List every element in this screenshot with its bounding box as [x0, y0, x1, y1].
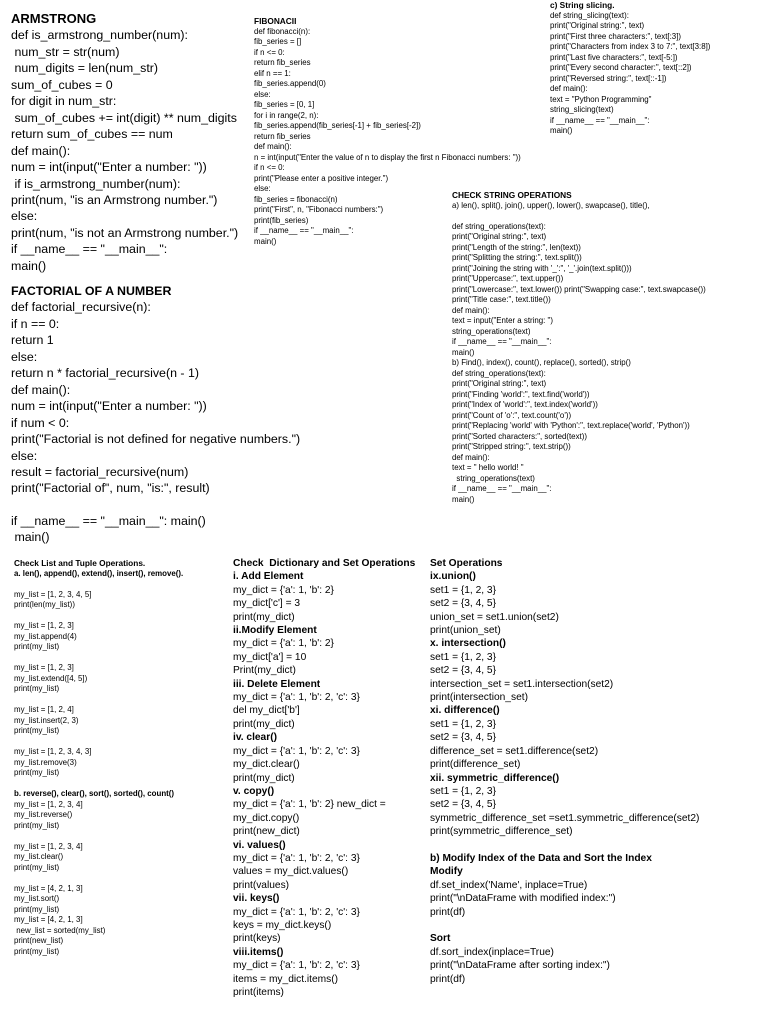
code-line: print(my_list) [14, 726, 60, 735]
code-line: my_list = [1, 2, 3, 4, 3] [14, 747, 92, 756]
dict-set-section [233, 557, 415, 999]
code-line: my_dict['a'] = 10 [233, 651, 307, 663]
code-line: def string_slicing(text): [550, 10, 629, 20]
code-line: def string_operations(text): [452, 221, 546, 231]
code-line: intersection_set = set1.intersection(set2) [430, 678, 614, 690]
code-line: print(len(my_list)) [14, 600, 75, 609]
code-line: print("Splitting the string:", text.split()) [452, 253, 582, 262]
blank-line [430, 919, 699, 932]
code-line: print(my_list) [14, 642, 60, 651]
code-line: def is_armstrong_number(num): [11, 28, 188, 43]
code-line: fib_series = fibonacci(n) [254, 194, 338, 204]
code-line: my_dict = {'a': 1, 'b': 2, 'c': 3} [233, 852, 360, 864]
code-line: print("Index of 'world':", text.index('world')) [452, 400, 598, 409]
code-line: main() [452, 494, 475, 504]
blank-line [14, 779, 183, 790]
code-line: print("Stripped string:", text.strip()) [452, 442, 571, 451]
blank-line [14, 737, 183, 748]
subsection-heading: vii. keys() [233, 893, 280, 905]
code-line: set1 = {1, 2, 3} [430, 785, 496, 797]
code-line: main() [452, 347, 475, 357]
code-line: new_list = sorted(my_list) [14, 925, 106, 935]
subsection-heading: viii.items() [233, 946, 284, 958]
code-line: my_dict.clear() [233, 759, 300, 771]
code-line: fib_series.append(0) [254, 79, 326, 88]
armstrong-title: ARMSTRONG [11, 11, 97, 26]
code-line: if n <= 0: [254, 47, 285, 57]
code-line: print(difference_set) [430, 759, 521, 771]
code-line: if n == 0: [11, 316, 60, 331]
code-line: my_list.reverse() [14, 810, 73, 819]
code-line: my_list = [1, 2, 3, 4] [14, 841, 83, 851]
code-line: fib_series = [] [254, 37, 302, 46]
code-line: else: [11, 349, 38, 364]
code-line: text = input("Enter a string: ") [452, 316, 553, 325]
code-line: set2 = {3, 4, 5} [430, 665, 496, 677]
code-line: my_dict = {'a': 1, 'b': 2, 'c': 3} [233, 692, 360, 704]
code-line: print(my_list) [14, 904, 60, 914]
code-line: my_list.sort() [14, 894, 60, 903]
code-line: print(df) [430, 973, 466, 985]
code-line: symmetric_difference_set =set1.symmetric_difference(set2) [430, 812, 700, 824]
code-line: if n <= 0: [254, 163, 285, 172]
code-line: num = int(input("Enter a number: ")) [11, 160, 207, 175]
code-line: print("Original string:", text) [550, 21, 645, 30]
code-line: print("Factorial of", num, "is:", result) [11, 481, 210, 496]
code-line: my_list.clear() [14, 852, 64, 861]
code-line: def main(): [452, 452, 490, 462]
code-line: if __name__ == "__main__": [550, 115, 650, 125]
code-line: my_list.insert(2, 3) [14, 715, 79, 725]
list-tuple-section [14, 558, 183, 957]
code-line: my_list = [1, 2, 3] [14, 663, 74, 672]
code-line: print("\nDataFrame with modified index:") [430, 893, 616, 905]
code-line: print(my_list) [14, 946, 60, 956]
subsection-heading: ii.Modify Element [233, 625, 317, 637]
code-line: print(intersection_set) [430, 692, 528, 704]
code-line: print("Joining the string with '_':", '_'.join(text.split())) [452, 263, 632, 273]
code-line: fib_series.append(fib_series[-1] + fib_series[-2]) [254, 121, 421, 130]
code-line: print(symmetric_difference_set) [430, 826, 573, 838]
code-line: set1 = {1, 2, 3} [430, 651, 496, 663]
code-line: print(my_dict) [233, 611, 295, 623]
code-line: print("Original string:", text) [452, 232, 547, 241]
code-line: print("Characters from index 3 to 7:", text[3:8]) [550, 42, 711, 51]
code-line: else: [11, 209, 38, 224]
blank-line [14, 831, 183, 842]
subsection-heading: b) Modify Index of the Data and Sort the Index [430, 852, 652, 864]
code-line: if is_armstrong_number(num): [11, 176, 181, 191]
blank-line [11, 497, 300, 513]
code-line: if __name__ == "__main__": [452, 337, 552, 346]
code-line: my_list.extend([4, 5]) [14, 673, 88, 683]
code-line: my_list.append(4) [14, 631, 77, 641]
code-line: else: [254, 89, 271, 99]
code-line: print(num, "is an Armstrong number.") [11, 192, 218, 207]
code-line: num_digits = len(num_str) [11, 61, 159, 76]
code-line: print(new_dict) [233, 826, 300, 838]
code-line: def main(): [254, 142, 292, 151]
code-line: keys = my_dict.keys() [233, 919, 332, 931]
code-line: b) Find(), index(), count(), replace(), sorted(), strip() [452, 358, 631, 367]
code-line: if __name__ == "__main__": [11, 242, 168, 257]
code-line: sum_of_cubes += int(digit) ** num_digits [11, 110, 237, 125]
code-line: print(my_list) [14, 768, 60, 777]
code-line: def main(): [11, 382, 71, 397]
blank-line [452, 211, 706, 222]
code-line: else: [11, 448, 38, 463]
subsection-heading: vi. values() [233, 839, 286, 851]
code-line: main() [254, 236, 277, 246]
code-line: def main(): [452, 305, 490, 315]
fibonacci-title: FIBONACII [254, 16, 297, 26]
blank-line [14, 653, 183, 664]
code-line: my_dict = {'a': 1, 'b': 2} new_dict = [233, 799, 386, 811]
code-line: def main(): [550, 84, 588, 93]
subsection-heading: b. reverse(), clear(), sort(), sorted(), count() [14, 789, 175, 798]
code-line: string_operations(text) [452, 473, 535, 483]
code-line: df.set_index('Name', inplace=True) [430, 879, 588, 891]
code-line: return n * factorial_recursive(n - 1) [11, 366, 199, 381]
armstrong-section [11, 11, 238, 274]
code-line: my_list = [4, 2, 1, 3] [14, 915, 83, 924]
code-line: values = my_dict.values() [233, 866, 349, 878]
subsection-heading: a. len(), append(), extend(), insert(), remove(). [14, 568, 184, 578]
string-slicing-title: c) String slicing. [550, 0, 615, 10]
code-line: print("Factorial is not defined for negative numbers.") [11, 432, 301, 447]
code-line: else: [254, 184, 271, 193]
code-line: my_dict = {'a': 1, 'b': 2} [233, 584, 334, 596]
code-line: print(my_list) [14, 684, 60, 693]
code-line: print(union_set) [430, 625, 501, 637]
code-line: main() [550, 126, 573, 135]
code-line: print(df) [430, 906, 466, 918]
code-line: main() [11, 258, 47, 273]
code-line: print("Finding 'world':", text.find('world')) [452, 389, 590, 399]
code-line: my_dict = {'a': 1, 'b': 2} [233, 638, 334, 650]
code-line: if num < 0: [11, 415, 70, 430]
set-operations-title: Set Operations [430, 558, 503, 569]
dict-set-title: Check Dictionary and Set Operations [233, 558, 416, 569]
code-line: my_dict['c'] = 3 [233, 598, 301, 610]
blank-line [14, 579, 183, 590]
code-line: print(my_list) [14, 862, 60, 872]
code-line: difference_set = set1.difference(set2) [430, 745, 599, 757]
code-line: if __name__ == "__main__": [254, 226, 354, 235]
subsection-heading: iii. Delete Element [233, 678, 321, 690]
blank-line [430, 839, 699, 852]
subsection-heading: i. Add Element [233, 571, 304, 583]
code-line: n = int(input("Enter the value of n to display the first n Fibonacci numbers: ")) [254, 152, 521, 162]
code-line: num = int(input("Enter a number: ")) [11, 399, 207, 414]
subsection-heading: v. copy() [233, 785, 275, 797]
code-line: my_list = [1, 2, 4] [14, 705, 74, 714]
code-line: a) len(), split(), join(), upper(), lower(), swapcase(), title(), [452, 200, 650, 210]
set-operations-section [430, 557, 699, 986]
code-line: Print(my_dict) [233, 665, 296, 677]
blank-line [14, 611, 183, 622]
code-line: set1 = {1, 2, 3} [430, 718, 496, 730]
code-line: print("First", n, "Fibonacci numbers:") [254, 205, 384, 214]
code-line: string_operations(text) [452, 326, 531, 336]
code-line: return fib_series [254, 58, 311, 67]
code-line: my_dict = {'a': 1, 'b': 2, 'c': 3} [233, 745, 360, 757]
code-line: my_list.remove(3) [14, 757, 77, 767]
code-line: print("Replacing 'world' with 'Python':", text.replace('world', 'Python')) [452, 421, 690, 430]
code-line: print(my_dict) [233, 718, 295, 730]
code-line: main() [11, 530, 50, 545]
subsection-heading: xi. difference() [430, 705, 500, 717]
code-line: my_list = [1, 2, 3, 4, 5] [14, 589, 92, 599]
code-line: if __name__ == "__main__": main() [11, 513, 206, 528]
code-line: fib_series = [0, 1] [254, 100, 315, 109]
code-line: print(fib_series) [254, 215, 309, 225]
subsection-heading: Modify [430, 866, 463, 878]
code-line: set2 = {3, 4, 5} [430, 732, 496, 744]
code-line: print("Reversed string:", text[::-1]) [550, 73, 667, 83]
subsection-heading: x. intersection() [430, 638, 506, 650]
code-line: df.sort_index(inplace=True) [430, 946, 554, 958]
code-line: return fib_series [254, 131, 311, 141]
code-line: print("Title case:", text.title()) [452, 295, 551, 304]
code-line: my_list = [1, 2, 3] [14, 621, 74, 630]
code-line: result = factorial_recursive(num) [11, 464, 189, 479]
code-line: del my_dict['b'] [233, 705, 300, 717]
code-line: set2 = {3, 4, 5} [430, 799, 496, 811]
code-line: my_dict.copy() [233, 812, 300, 824]
code-line: sum_of_cubes = 0 [11, 77, 113, 92]
code-line: def string_operations(text): [452, 368, 546, 378]
code-line: print("Uppercase:", text.upper()) [452, 274, 564, 283]
code-line: string_slicing(text) [550, 105, 614, 114]
string-operations-section [452, 190, 706, 505]
code-line: print("Sorted characters:", sorted(text)) [452, 431, 587, 441]
subsection-heading: xii. symmetric_difference() [430, 772, 560, 784]
code-line: my_dict = {'a': 1, 'b': 2, 'c': 3} [233, 906, 360, 918]
code-line: num_str = str(num) [11, 44, 120, 59]
code-line: print(items) [233, 987, 284, 998]
code-line: def main(): [11, 143, 71, 158]
code-line: text = " hello world! " [452, 463, 524, 472]
code-line: print("Please enter a positive integer.") [254, 173, 389, 183]
blank-line [14, 695, 183, 706]
code-line: for i in range(2, n): [254, 110, 319, 120]
string-operations-title: CHECK STRING OPERATIONS [452, 190, 572, 200]
code-line: return sum_of_cubes == num [11, 127, 173, 142]
code-line: print(my_dict) [233, 772, 295, 784]
code-line: print(keys) [233, 933, 281, 945]
factorial-title: FACTORIAL OF A NUMBER [11, 284, 172, 298]
code-line: my_list = [4, 2, 1, 3] [14, 883, 83, 893]
code-line: print(values) [233, 879, 290, 891]
code-line: text = "Python Programming" [550, 94, 652, 104]
code-line: print(my_list) [14, 820, 60, 830]
code-line: set2 = {3, 4, 5} [430, 598, 496, 610]
code-line: print("Original string:", text) [452, 379, 547, 388]
code-line: set1 = {1, 2, 3} [430, 584, 496, 596]
list-tuple-title: Check List and Tuple Operations. [14, 558, 146, 568]
code-line: union_set = set1.union(set2) [430, 611, 559, 623]
factorial-section [11, 283, 300, 546]
code-line: def factorial_recursive(n): [11, 300, 151, 315]
string-slicing-section [550, 0, 710, 137]
subsection-heading: iv. clear() [233, 732, 277, 744]
blank-line [14, 873, 183, 884]
code-line: return 1 [11, 333, 54, 348]
code-line: print("\nDataFrame after sorting index:") [430, 960, 610, 972]
code-line: print("Lowercase:", text.lower()) print("Swapping case:", text.swapcase()) [452, 284, 706, 294]
code-line: items = my_dict.items() [233, 973, 339, 985]
code-line: print(num, "is not an Armstrong number.") [11, 225, 239, 240]
code-line: print("Every second character:", text[::2]) [550, 63, 692, 72]
code-line: print("Last five characters:", text[-5:]) [550, 52, 678, 62]
code-line: for digit in num_str: [11, 94, 117, 109]
code-line: my_dict = {'a': 1, 'b': 2, 'c': 3} [233, 960, 360, 972]
code-line: if __name__ == "__main__": [452, 484, 552, 493]
subsection-heading: ix.union() [430, 571, 476, 583]
code-line: print(new_list) [14, 936, 64, 945]
subsection-heading: Sort [430, 933, 451, 945]
code-line: print("First three characters:", text[:3]) [550, 31, 682, 41]
code-line: print("Length of the string:", len(text)) [452, 242, 581, 252]
code-line: def fibonacci(n): [254, 26, 311, 36]
code-line: print("Count of 'o':", text.count('o')) [452, 410, 572, 420]
code-line: my_list = [1, 2, 3, 4] [14, 799, 83, 809]
code-line: elif n == 1: [254, 68, 291, 78]
